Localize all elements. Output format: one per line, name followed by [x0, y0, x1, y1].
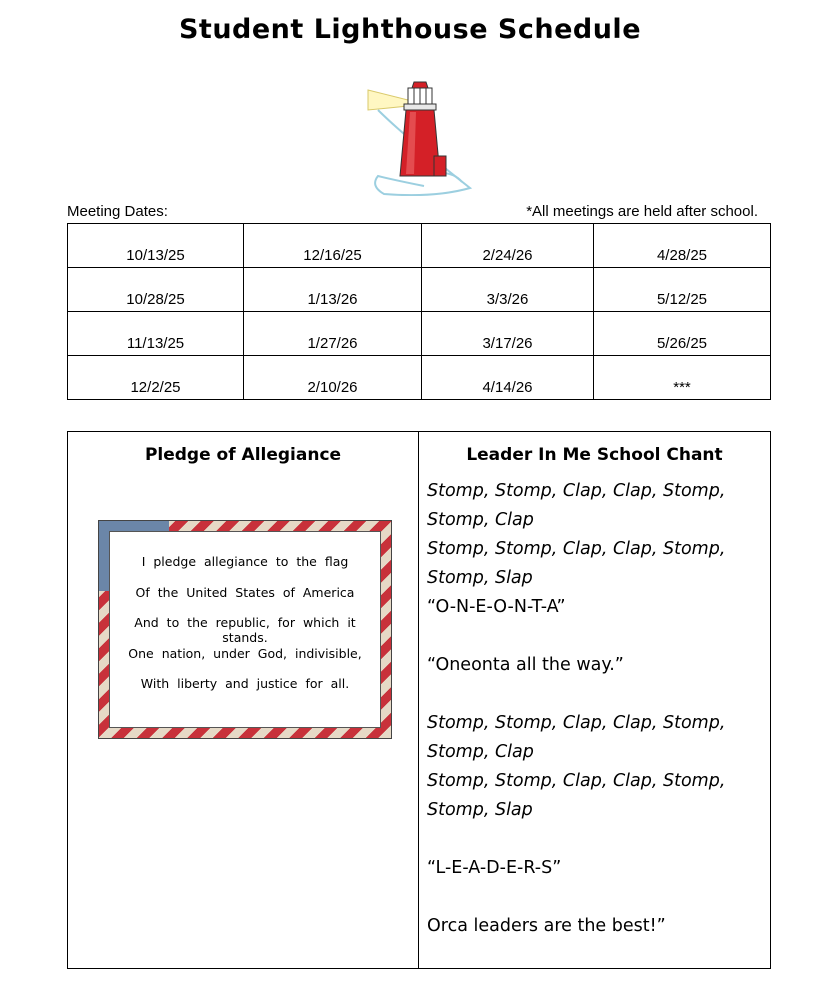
lighthouse-icon	[364, 78, 474, 196]
chant-spacer	[427, 680, 770, 709]
pledge-line: One nation, under God, indivisible,	[128, 645, 362, 661]
pledge-line: Of the United States of America	[135, 584, 355, 600]
chant-line: Orca leaders are the best!”	[427, 916, 666, 936]
table-cell: 5/12/25	[594, 268, 771, 312]
pledge-heading: Pledge of Allegiance	[144, 445, 342, 465]
flag-border-frame	[98, 520, 392, 739]
chant-spacer	[427, 825, 770, 854]
pledge-column	[68, 432, 419, 968]
table-cell: 11/13/25	[68, 312, 244, 356]
table-row	[68, 224, 771, 268]
chant-line: Stomp, Stomp, Clap, Clap, Stomp,	[427, 539, 726, 559]
chant-line: Stomp, Stomp, Clap, Clap, Stomp,	[427, 481, 726, 501]
table-cell: 4/28/25	[594, 224, 771, 268]
pledge-text-box	[109, 531, 381, 728]
chant-heading: Leader In Me School Chant	[466, 445, 723, 465]
chant-line: Stomp, Stomp, Clap, Clap, Stomp,	[427, 713, 726, 733]
chant-line: Stomp, Slap	[427, 568, 533, 588]
table-cell: 2/24/26	[422, 224, 594, 268]
chant-line: Stomp, Clap	[427, 510, 534, 530]
table-cell: 3/17/26	[422, 312, 594, 356]
table-cell: 10/28/25	[68, 268, 244, 312]
flag-stars-side-icon	[99, 521, 109, 591]
chant-line: “O-N-E-O-N-T-A”	[427, 597, 566, 617]
table-cell: 1/13/26	[244, 268, 422, 312]
chant-spacer	[427, 883, 770, 912]
chant-line: “L-E-A-D-E-R-S”	[427, 858, 562, 878]
pledge-line: I pledge allegiance to the flag	[141, 554, 349, 569]
chant-column	[419, 432, 770, 968]
table-cell: 1/27/26	[244, 312, 422, 356]
meeting-dates-label: Meeting Dates:	[67, 203, 168, 220]
table-cell: 2/10/26	[244, 356, 422, 400]
chant-spacer	[427, 622, 770, 651]
table-cell: 12/2/25	[68, 356, 244, 400]
chant-line: Stomp, Clap	[427, 742, 534, 762]
meeting-dates-table	[67, 223, 771, 400]
pledge-line: And to the republic, for which it stands.	[134, 615, 356, 645]
table-row	[68, 356, 771, 400]
table-cell: 4/14/26	[422, 356, 594, 400]
chant-line: “Oneonta all the way.”	[427, 655, 624, 675]
meeting-note: *All meetings are held after school.	[526, 203, 758, 220]
page-title: Student Lighthouse Schedule	[178, 14, 642, 45]
chant-text	[419, 465, 770, 941]
flag-stars-icon	[99, 521, 169, 531]
table-cell: ***	[594, 356, 771, 400]
table-cell: 12/16/25	[244, 224, 422, 268]
table-cell: 5/26/25	[594, 312, 771, 356]
pledge-line: With liberty and justice for all.	[140, 676, 350, 691]
chant-line: Stomp, Slap	[427, 800, 533, 820]
table-row	[68, 312, 771, 356]
table-cell: 3/3/26	[422, 268, 594, 312]
pledge-chant-table	[67, 431, 771, 969]
chant-line: Stomp, Stomp, Clap, Clap, Stomp,	[427, 771, 726, 791]
table-row	[68, 268, 771, 312]
table-cell: 10/13/25	[68, 224, 244, 268]
